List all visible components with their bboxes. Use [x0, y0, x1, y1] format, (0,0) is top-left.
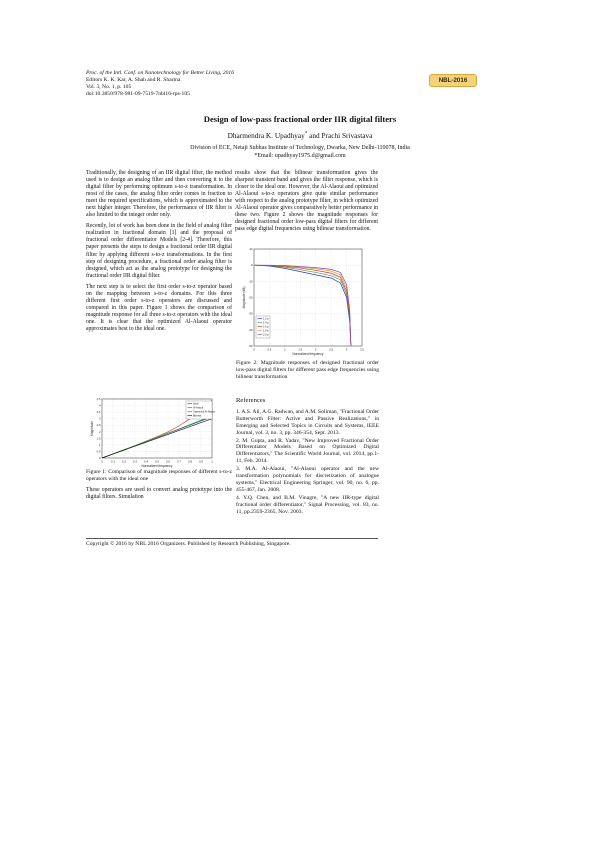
references-heading: References: [236, 397, 266, 404]
references-section: [236, 398, 379, 517]
x-tick-label: 0.1: [111, 459, 115, 464]
legend-label: Al-Alaoui: [193, 406, 204, 410]
y-axis-label: Magnitude: [90, 421, 94, 436]
y-tick-label: 0: [250, 263, 253, 268]
x-axis-label: Normalized frequency: [292, 352, 324, 356]
y-tick-label: -50: [248, 344, 253, 348]
x-tick-label: 3: [345, 347, 348, 352]
y-tick-label: 0.5: [96, 449, 101, 454]
doi-line: doi:10.3850/978-981-09-7519-7nbl16-rps-105: [86, 91, 190, 98]
y-tick-label: -40: [248, 327, 253, 332]
figure-2-caption: Figure 2: Magnitude responses of designed fractional order low-pass digital filters for different pass edge frequencies using bilinear transformation: [236, 360, 379, 380]
x-tick-label: 0.6: [166, 459, 170, 464]
right-column: [235, 170, 378, 237]
paragraph-continued: These operators are used to convert analog prototype into the digital filters. Simulation: [86, 487, 232, 501]
x-tick-label: 0: [253, 347, 255, 352]
x-tick-label: 0.9: [199, 459, 203, 464]
figure-2-chart: [236, 246, 379, 359]
legend-label: ideal: [193, 402, 199, 406]
y-axis-label: Magnitude (dB): [242, 286, 246, 309]
reference-item: 3. M.A. Al-Alaoui, "Al-Alaoui operator and the new transformation polynomials for discretization of analogue systems," Electrical Engineering Springer, vol. 90, no. 6, pp. 455-467, Jan. 2008.: [236, 466, 379, 493]
x-tick-label: 0: [101, 459, 103, 464]
paper-title: Design of low-pass fractional order IIR digital filters: [203, 114, 397, 124]
paragraph: The next step is to select the first order s-to-z operator based on the mapping between s-to-z domains. For this three different first order s-to-z operators are discussed and compared in this paper. Figure 1 shows the comparison of magnitude response for all three s-to-z operators with the ideal one. It is clear that the optimized Al-Alaoui operator approximates best to the ideal one.: [86, 283, 232, 332]
reference-item: 2. M. Gupta, and R. Yadav, "New Improved Fractional Order Differentiator Models Based on Optimized Digital Differentiators," The Scientific World Journal, vol. 2014, pp.1-11, Feb. 2014.: [236, 437, 379, 465]
x-tick-label: 0.5: [267, 347, 272, 352]
proceedings-line: Proc. of the Intl. Conf. on Nanotechnology for Better Living, 2016: [86, 70, 235, 76]
y-tick-label: 4: [98, 403, 101, 408]
x-tick-label: 0.2: [122, 459, 126, 464]
y-tick-label: 3: [98, 416, 101, 421]
x-tick-label: 1.5: [298, 347, 303, 352]
x-tick-label: 0.8: [188, 459, 192, 464]
paragraph: Recently, lot of work has been done in the field of analog filter realization in fractional domain [1] and the proposal of fractional order differentiator Models [2-4]. Therefore, this paper presents the steps to design a fractional order IIR digital filter by applying different s-to-z transformations. In the first step of designing procedure, a fractional order analog filter is designed, which act as the analog prototype for designing the fractional order IIR digital filter.: [86, 223, 232, 279]
x-tick-label: 3.5: [360, 347, 364, 352]
legend-label: 1.8 p: [263, 329, 269, 333]
figure-1-caption: Figure 1: Comparison of magnitude responses of different s-to-z operators with the ideal one: [86, 469, 232, 482]
author-primary: Dharmendra K. Upadhyay: [227, 131, 305, 140]
figure-1-chart: [86, 396, 232, 472]
y-tick-label: 0: [98, 456, 101, 460]
corresponding-mark: *: [304, 131, 308, 137]
legend-label: 2.0 p: [263, 333, 269, 337]
y-tick-label: 2: [98, 429, 101, 434]
y-tick-label: 1.5: [96, 436, 101, 441]
x-tick-label: 0.5: [155, 459, 159, 464]
author-secondary: and Prachi Srivastava: [307, 131, 373, 140]
y-tick-label: -20: [248, 295, 253, 300]
legend-label: 1.4 p: [263, 321, 269, 325]
paper-authors: [0, 131, 600, 140]
x-tick-label: 1: [211, 459, 213, 464]
reference-item: 4. Y.Q. Chen, and B.M. Vinagre, "A new IIR-type digital fractional order differentiator," Signal Processing, vol. 83, no. 11, pp.2359-2365, Nov. 2003.: [236, 494, 379, 515]
y-tick-label: 3.5: [96, 410, 101, 415]
left-column: [86, 170, 232, 337]
copyright-footer: Copyright © 2016 by NBL 2016 Organizers. Published by Research Publishing, Singapore.: [86, 541, 291, 547]
x-tick-label: 2.5: [329, 347, 334, 352]
y-tick-label: -30: [248, 311, 253, 316]
y-tick-label: 2.5: [96, 423, 101, 428]
y-tick-label: 1: [98, 442, 101, 447]
legend-label: Bilinear: [193, 414, 202, 418]
legend-label: Optimized Al-Alaoui: [193, 410, 215, 414]
affiliation: Division of ECE, Netaji Subhas Institute of Technology, Dwarka, New Delhi-110078, India: [190, 145, 410, 151]
footer-rule: [86, 538, 378, 539]
reference-item: 1. A.S. Ali, A.G. Radwan, and A.M. Soliman, "Fractional Order Butterworth Filter: Active and Passive Realizations," in Emerging and Selected Topics in Circuits and Systems, IEEE Journal, vol. 3, no. 3, pp. 346-354, Sept. 2013.: [236, 408, 379, 436]
x-tick-label: 0.3: [133, 459, 137, 464]
legend-label: 1.6 p: [263, 325, 269, 329]
x-tick-label: 1: [284, 347, 286, 352]
x-axis-label: Normalized frequency: [141, 464, 173, 468]
y-tick-label: 10: [249, 247, 253, 251]
editors-line: Editors K. K. Kar, A. Shah and R. Sharma: [86, 77, 181, 84]
legend-label: 1.2 p: [263, 317, 269, 321]
x-tick-label: 0.4: [144, 459, 148, 464]
journal-header: [86, 70, 346, 98]
paragraph: results show that the bilinear transformation gives the sharpest transient band and gives the filter response, which is closer to the ideal one. However, the Al-Alaoui and optimized Al-Alaoui s-to-z operators give quite similar performance with respect to the analog prototype filter, in which optimized Al-Alaoui operator gives comparatively better performance in these two. Figure 2 shows the magnitude responses for designed fractional order low-pass digital filters for different pass edge digital frequencies using bilinear transformation.: [235, 170, 378, 233]
x-tick-label: 0.7: [177, 459, 181, 464]
paragraph: Traditionally, the designing of an IIR digital filter, the method used is to design an analog filter and then converting it to the digital filter by performing optimum s-to-z transformation. In most of the cases, the analog filter order comes in fraction to meet the required specifications, which is approximated to the next higher integer. Therefore, the performance of IIR filter is also limited to the integer order only.: [86, 170, 232, 219]
affiliation-block: [0, 144, 600, 160]
y-tick-label: 4.5: [96, 397, 101, 401]
email-line: *Email: upadhyay1975.d@gmail.com: [254, 153, 346, 159]
y-tick-label: -10: [248, 279, 253, 284]
x-tick-label: 2: [314, 347, 317, 352]
conference-logo: NBL-2016: [429, 74, 477, 87]
volume-line: Vol. 3, No. 1, p. 105: [86, 84, 132, 91]
